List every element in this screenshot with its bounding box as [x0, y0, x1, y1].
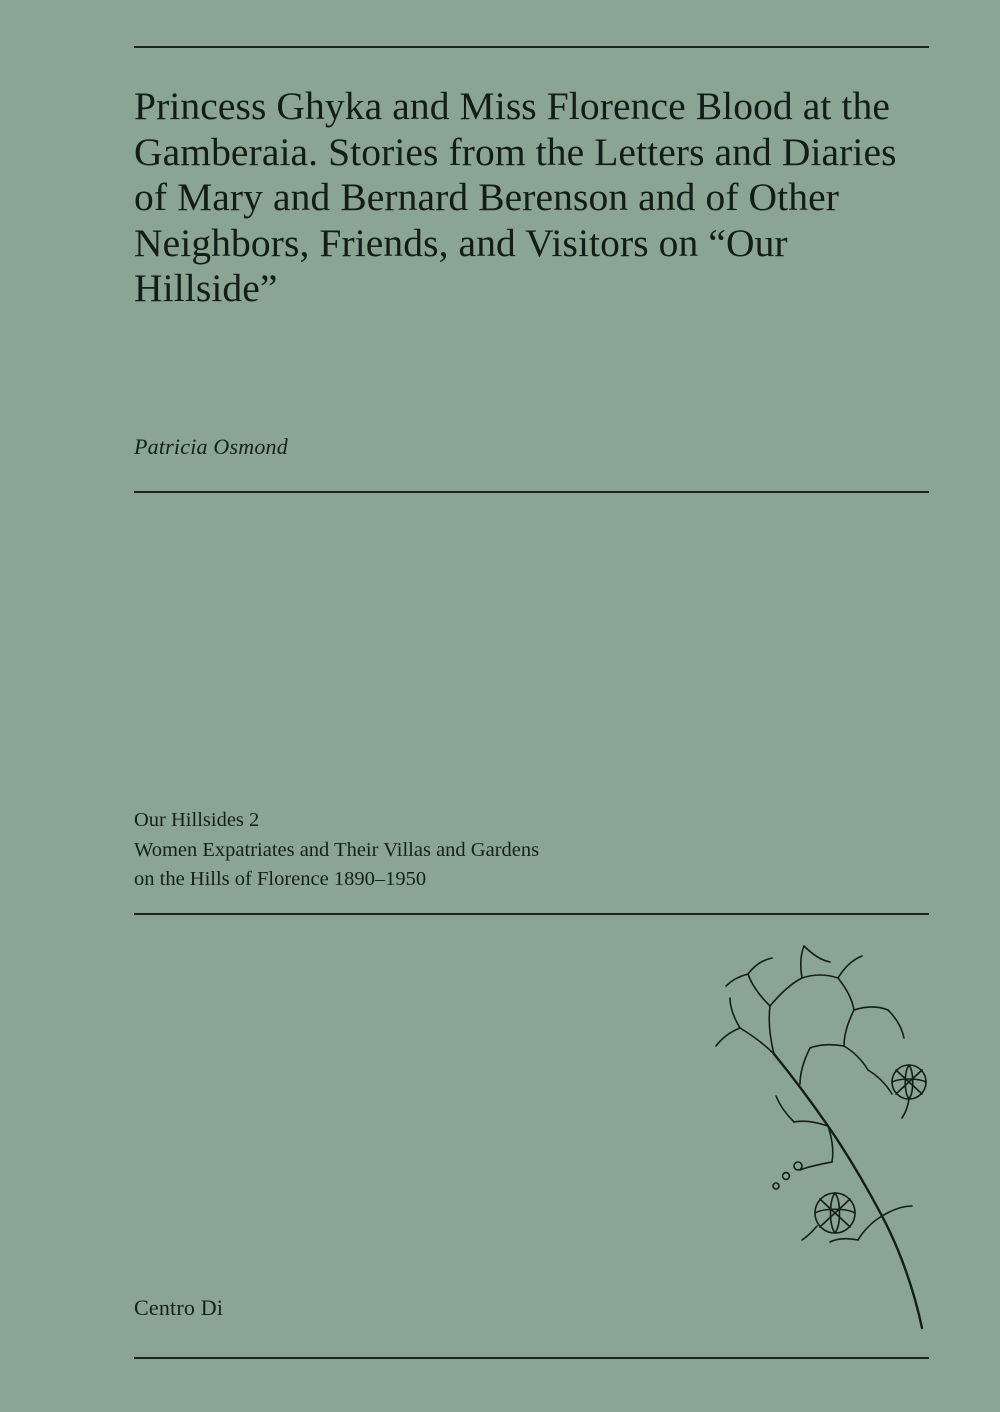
- top-divider: [134, 46, 929, 48]
- series-divider: [134, 913, 929, 915]
- series-line-3: on the Hills of Florence 1890–1950: [134, 868, 427, 890]
- author-name: Patricia Osmond: [134, 434, 288, 459]
- publisher-name: Centro Di: [134, 1295, 224, 1320]
- cypress-branch-icon: [700, 930, 960, 1340]
- page-title: Princess Ghyka and Miss Florence Blood at the Gamberaia. Stories from the Letters and Diaries of Mary and Bernard Berenson and of Other Neighbors, Friends, and Visitors on “Our Hillside”: [134, 84, 897, 310]
- author-divider: [134, 491, 929, 493]
- bottom-divider: [134, 1357, 929, 1359]
- series-line-2: Women Expatriates and Their Villas and Gardens: [134, 838, 540, 861]
- series-block: [134, 806, 834, 895]
- series-line-1: Our Hillsides 2: [134, 809, 260, 831]
